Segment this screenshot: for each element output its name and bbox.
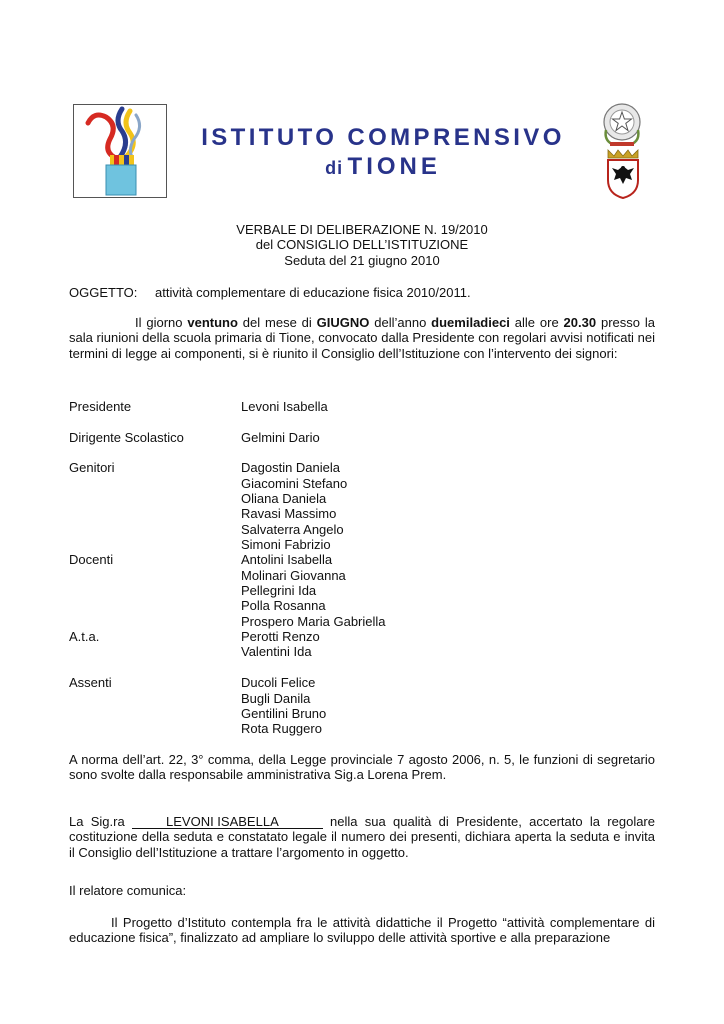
member-row bbox=[69, 614, 655, 629]
member-name: Gelmini Dario bbox=[241, 430, 320, 445]
month-word: GIUGNO bbox=[316, 315, 370, 330]
member-name: Salvaterra Angelo bbox=[241, 521, 344, 537]
trentino-eagle-crest-icon bbox=[604, 148, 642, 200]
member-name: Bugli Danila bbox=[241, 690, 311, 706]
verbale-number: VERBALE DI DELIBERAZIONE N. 19/2010 bbox=[236, 222, 488, 237]
member-row bbox=[69, 537, 655, 552]
member-role: Presidente bbox=[69, 399, 132, 414]
institute-title: ISTITUTO COMPRENSIVO bbox=[201, 124, 565, 151]
title-di: di bbox=[325, 158, 344, 178]
member-name: Molinari Giovanna bbox=[241, 567, 346, 583]
member-row bbox=[69, 399, 655, 414]
member-name: Dagostin Daniela bbox=[241, 460, 341, 475]
member-role: Genitori bbox=[69, 460, 115, 475]
member-role: Assenti bbox=[69, 675, 112, 690]
member-row bbox=[69, 476, 655, 491]
member-row bbox=[69, 460, 655, 475]
member-row bbox=[69, 629, 655, 644]
presidente-paragraph: La Sig.ra LEVONI ISABELLA nella sua qualità di Presidente, accertato la regolare costituzione della seduta e constatato legale il numero dei presenti, dichiara aperta la seduta e invita il Consiglio dell’Istituzione a trattare l’argomento in oggetto. bbox=[69, 814, 655, 860]
member-row bbox=[69, 583, 655, 598]
oggetto-label: OGGETTO: bbox=[69, 285, 138, 300]
relatore-line: Il relatore comunica: bbox=[69, 883, 187, 898]
member-role: Docenti bbox=[69, 552, 114, 567]
member-row bbox=[69, 430, 655, 445]
oggetto-text: attività complementare di educazione fisica 2010/2011. bbox=[155, 285, 471, 300]
member-role: Dirigente Scolastico bbox=[69, 430, 184, 445]
member-name: Perotti Renzo bbox=[241, 629, 320, 644]
verbale-header bbox=[69, 222, 655, 268]
member-row bbox=[69, 675, 655, 690]
italian-republic-emblem-icon bbox=[600, 100, 644, 148]
member-name: Prospero Maria Gabriella bbox=[241, 613, 386, 629]
member-name: Giacomini Stefano bbox=[241, 475, 348, 491]
verbale-council: del CONSIGLIO DELL’ISTITUZIONE bbox=[255, 237, 469, 253]
member-name: Ravasi Massimo bbox=[241, 506, 337, 521]
member-name: Simoni Fabrizio bbox=[241, 537, 331, 552]
member-role: A.t.a. bbox=[69, 629, 100, 644]
member-name: Rota Ruggero bbox=[241, 721, 322, 736]
member-row bbox=[69, 522, 655, 537]
year-word: duemiladieci bbox=[431, 315, 510, 330]
presidente-name: LEVONI ISABELLA bbox=[166, 814, 279, 829]
member-name: Levoni Isabella bbox=[241, 399, 328, 414]
intro-paragraph: Il giorno ventuno del mese di GIUGNO dell’anno duemiladieci alle ore 20.30 presso la sala riunioni della scuola primaria di Tione, convocato dalla Presidente con regolari avvisi notificati nei termini di legge ai componenti, si è riunito il Consiglio dell’Istituzione con l’intervento dei signori: bbox=[69, 315, 655, 361]
member-row bbox=[69, 491, 655, 506]
member-name: Antolini Isabella bbox=[241, 552, 333, 567]
institute-subtitle bbox=[188, 153, 578, 181]
verbale-date: Seduta del 21 giugno 2010 bbox=[284, 252, 440, 268]
member-row bbox=[69, 706, 655, 721]
member-name: Polla Rosanna bbox=[241, 598, 326, 613]
member-name: Valentini Ida bbox=[241, 644, 312, 659]
member-row bbox=[69, 568, 655, 583]
member-row bbox=[69, 721, 655, 736]
title-tione: TIONE bbox=[347, 153, 441, 180]
member-row bbox=[69, 644, 655, 659]
member-name: Pellegrini Ida bbox=[241, 583, 317, 598]
school-logo-icon bbox=[73, 104, 167, 198]
member-row bbox=[69, 691, 655, 706]
norma-paragraph: A norma dell’art. 22, 3° comma, della Legge provinciale 7 agosto 2006, n. 5, le funzioni di segretario sono svolte dalla responsabile amministrativa Sig.a Lorena Prem. bbox=[69, 752, 655, 783]
oggetto-line bbox=[69, 285, 655, 300]
day-word: ventuno bbox=[187, 315, 238, 330]
member-name: Ducoli Felice bbox=[241, 675, 316, 690]
member-row bbox=[69, 506, 655, 521]
member-row bbox=[69, 598, 655, 613]
member-row bbox=[69, 552, 655, 567]
member-name: Oliana Daniela bbox=[241, 491, 327, 506]
time-word: 20.30 bbox=[563, 315, 597, 330]
member-name: Gentilini Bruno bbox=[241, 706, 327, 721]
progetto-paragraph: Il Progetto d’Istituto contempla fra le attività didattiche il Progetto “attività complementare di educazione fisica”, finalizzato ad ampliare lo sviluppo delle attività sportive e alla preparazione bbox=[69, 915, 655, 946]
presidente-name-blank bbox=[132, 815, 323, 829]
